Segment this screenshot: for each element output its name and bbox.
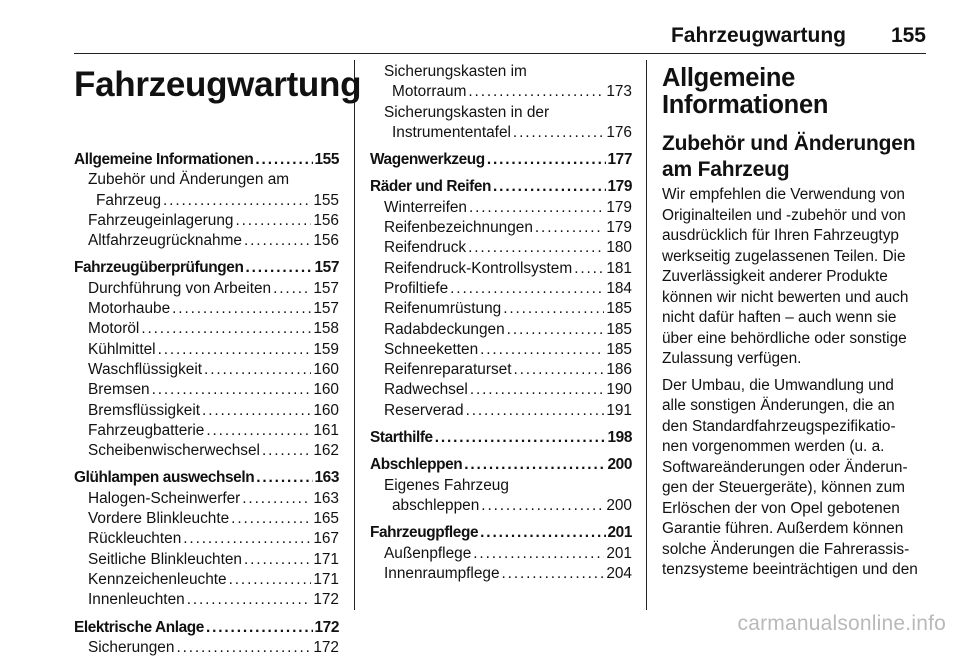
toc-entry-label: Innenraumpflege	[384, 564, 500, 582]
dot-leader	[152, 380, 312, 400]
toc-entry-label: Durchführung von Arbeiten	[88, 279, 272, 297]
toc-entry-page: 161	[313, 421, 339, 439]
toc-chapter-entry[interactable]	[74, 618, 339, 638]
toc-entry-page: 201	[606, 544, 632, 562]
toc-entry-label: Vordere Blinkleuchte	[88, 510, 230, 528]
running-header-title: Fahrzeugwartung	[670, 24, 846, 47]
toc-entry-page: 180	[606, 239, 632, 257]
toc-entry-page: 160	[313, 381, 339, 399]
toc-entry[interactable]	[370, 259, 632, 279]
toc-chapter-entry[interactable]	[370, 150, 632, 170]
toc-entry[interactable]	[370, 62, 632, 103]
dot-leader	[480, 523, 605, 543]
toc-entry-page: 159	[313, 340, 339, 358]
dot-leader	[187, 590, 312, 610]
dot-leader	[204, 360, 311, 380]
toc-entry-label: Fahrzeugbatterie	[88, 421, 205, 439]
toc-entry[interactable]	[74, 211, 339, 231]
toc-entry[interactable]	[74, 380, 339, 400]
toc-entry[interactable]	[370, 544, 632, 564]
toc-entry-label: Sicherungen	[88, 638, 175, 656]
paragraph-line: ausdrücklich für Ihren Fahrzeugtyp	[662, 227, 899, 244]
toc-entry-label: Außenpflege	[384, 544, 472, 562]
toc-entry-label: Waschflüssigkeit	[88, 360, 203, 378]
dot-leader	[206, 618, 313, 638]
toc-entry[interactable]	[74, 441, 339, 461]
toc-entry-page: 200	[606, 496, 632, 514]
toc-entry[interactable]	[370, 299, 632, 319]
header-rule	[74, 53, 926, 54]
toc-chapter-entry[interactable]	[370, 177, 632, 197]
dot-leader	[469, 198, 604, 218]
paragraph-line: über eine behördliche oder sonstige	[662, 329, 907, 347]
toc-entry-page: 173	[606, 83, 632, 101]
toc-entry[interactable]	[74, 401, 339, 421]
subsection-heading	[662, 131, 926, 183]
column-divider	[646, 60, 647, 610]
page-header	[74, 24, 926, 56]
toc-entry[interactable]	[370, 218, 632, 238]
toc-entry-label: Radwechsel	[384, 381, 468, 399]
toc-entry[interactable]	[74, 360, 339, 380]
toc-entry-label: Reifenbezeichnungen	[384, 219, 533, 237]
toc-entry-page: 191	[606, 401, 632, 419]
toc-entry-continuation	[384, 82, 632, 102]
toc-entry-label: Profiltiefe	[384, 279, 449, 297]
dot-leader	[163, 191, 311, 211]
toc-entry[interactable]	[370, 320, 632, 340]
dot-leader	[158, 340, 312, 360]
toc-entry-page: 155	[314, 151, 339, 168]
dot-leader	[450, 279, 604, 299]
toc-entry-label: Instrumententafel	[392, 123, 511, 141]
toc-entry[interactable]	[370, 564, 632, 584]
content-column	[662, 62, 926, 587]
toc-entry-label: Abschleppen	[370, 456, 463, 474]
toc-entry[interactable]	[74, 590, 339, 610]
toc-entry-page: 204	[606, 564, 632, 582]
dot-leader	[273, 279, 311, 299]
dot-leader	[487, 150, 606, 170]
dot-leader	[464, 455, 605, 475]
paragraph-line: Garantie führen. Außerdem können	[662, 520, 904, 537]
watermark: carmanualsonline.info	[737, 612, 946, 635]
toc-entry-label: Reifenreparaturset	[384, 361, 512, 379]
dot-leader	[202, 401, 311, 421]
paragraph-line: Wir empfehlen die Verwendung von	[662, 186, 905, 203]
toc-entry-label: Motoröl	[88, 320, 140, 338]
toc-entry[interactable]	[370, 198, 632, 218]
toc-entry-page: 157	[313, 300, 339, 318]
toc-entry-label: Räder und Reifen	[370, 178, 492, 196]
paragraph-line: Zulassung verfügen.	[662, 350, 802, 367]
dot-leader	[468, 82, 604, 102]
toc-entry-page: 160	[313, 401, 339, 419]
dot-leader	[468, 238, 604, 258]
toc-entry-label: Fahrzeugeinlagerung	[88, 211, 234, 229]
paragraph-line: können wir nicht bewerten und auch	[662, 288, 909, 306]
toc-entry[interactable]	[74, 638, 339, 658]
dot-leader	[245, 258, 312, 278]
paragraph-line: Softwareänderungen oder Änderun-	[662, 458, 908, 476]
toc-entry-label: Glühlampen auswechseln	[74, 469, 255, 487]
toc-entry-page: 201	[607, 524, 632, 542]
toc-entry-label: Motorraum	[392, 83, 467, 101]
paragraph-line: gen der Steuergeräte), können zum	[662, 479, 905, 496]
toc-entry-label: abschleppen	[392, 496, 480, 514]
dot-leader	[244, 550, 311, 570]
toc-column-2	[370, 62, 632, 584]
dot-leader	[503, 299, 604, 319]
toc-entry-page: 157	[314, 259, 339, 277]
toc-entry-label: Sicherungskasten in der	[384, 103, 550, 121]
toc-entry[interactable]	[74, 489, 339, 509]
toc-chapter-entry[interactable]	[74, 258, 339, 278]
dot-leader	[242, 489, 311, 509]
dot-leader	[229, 570, 312, 590]
toc-entry-page: 176	[606, 123, 632, 141]
subsection-heading-line: am Fahrzeug	[662, 158, 790, 181]
toc-entry[interactable]	[74, 509, 339, 529]
toc-entry-label: Motorhaube	[88, 300, 171, 318]
toc-entry-label: Kühlmittel	[88, 340, 156, 358]
toc-entry[interactable]	[370, 401, 632, 421]
toc-entry-page: 185	[606, 300, 632, 318]
dot-leader	[513, 123, 604, 143]
toc-entry-label: Scheibenwischerwechsel	[88, 442, 260, 460]
paragraph-line: den Standardfahrzeugspezifikatio-	[662, 417, 896, 435]
toc-entry[interactable]	[74, 340, 339, 360]
section-heading-line: Allgemeine	[662, 64, 796, 92]
toc-entry-label: Reifendruck	[384, 239, 467, 257]
toc-list	[74, 150, 339, 658]
toc-entry-page: 179	[606, 219, 632, 237]
toc-entry-page: 157	[313, 279, 339, 297]
toc-entry-page: 156	[313, 211, 339, 229]
toc-entry-label: Wagenwerkzeug	[370, 151, 485, 169]
dot-leader	[470, 380, 604, 400]
dot-leader	[507, 320, 605, 340]
chapter-title: Fahrzeugwartung	[74, 65, 362, 104]
dot-leader	[172, 299, 311, 319]
toc-entry[interactable]	[74, 231, 339, 251]
toc-entry-label: Winterreifen	[384, 198, 467, 216]
paragraph-line: nen vorgenommen werden (u. a.	[662, 438, 885, 455]
toc-entry[interactable]	[74, 529, 339, 549]
dot-leader	[244, 231, 311, 251]
dot-leader	[493, 177, 605, 197]
section-heading	[662, 65, 926, 119]
toc-entry[interactable]	[74, 279, 339, 299]
toc-entry-label: Zubehör und Änderungen am	[88, 171, 290, 189]
toc-entry[interactable]	[370, 238, 632, 258]
toc-chapter-entry[interactable]	[370, 455, 632, 475]
toc-entry[interactable]	[74, 299, 339, 319]
toc-entry-label: Fahrzeugpflege	[370, 524, 479, 542]
toc-entry-page: 167	[313, 530, 339, 548]
toc-entry-page: 163	[313, 489, 339, 507]
toc-entry-label: Altfahrzeugrücknahme	[88, 232, 242, 250]
toc-entry-label: Schneeketten	[384, 340, 479, 358]
dot-leader	[435, 428, 606, 448]
toc-entry-label: Innenleuchten	[88, 591, 185, 609]
toc-entry-label: Sicherungskasten im	[384, 63, 527, 80]
toc-entry[interactable]	[370, 279, 632, 299]
toc-entry-page: 177	[607, 151, 632, 169]
toc-entry-page: 198	[607, 429, 632, 447]
toc-entry[interactable]	[74, 421, 339, 441]
toc-entry-label: Reifenumrüstung	[384, 300, 502, 318]
dot-leader	[535, 218, 604, 238]
toc-entry-page: 190	[606, 381, 632, 399]
dot-leader	[574, 259, 604, 279]
toc-entry[interactable]	[74, 570, 339, 590]
toc-entry-page: 179	[606, 198, 632, 216]
paragraph-line: tenzsysteme beeinträchtigen und den	[662, 561, 918, 578]
toc-chapter-entry[interactable]	[370, 428, 632, 448]
dot-leader	[141, 319, 311, 339]
toc-entry-page: 172	[313, 638, 339, 656]
subsection-heading-line: Zubehör und Änderungen	[662, 132, 916, 155]
toc-entry-page: 172	[313, 591, 339, 609]
toc-entry-label: Elektrische Anlage	[74, 618, 204, 636]
toc-entry[interactable]	[74, 170, 339, 211]
toc-entry-label: Reserverad	[384, 401, 464, 419]
toc-entry-page: 184	[606, 279, 632, 297]
toc-entry-label: Fahrzeugüberprüfungen	[74, 259, 244, 277]
toc-entry-page: 158	[313, 320, 339, 338]
toc-entry-page: 200	[607, 456, 632, 474]
dot-leader	[473, 544, 604, 564]
dot-leader	[235, 211, 311, 231]
dot-leader	[183, 529, 311, 549]
dot-leader	[255, 150, 312, 170]
toc-entry-label: Fahrzeug	[96, 191, 162, 209]
dot-leader	[481, 496, 604, 516]
toc-entry-label: Bremsflüssigkeit	[88, 401, 201, 419]
dot-leader	[480, 340, 604, 360]
paragraph-line: Der Umbau, die Umwandlung und	[662, 376, 894, 394]
toc-entry-continuation	[384, 496, 632, 516]
toc-entry-label: Allgemeine Informationen	[74, 151, 254, 168]
toc-entry-page: 186	[606, 361, 632, 379]
paragraph-line: Originalteilen und -zubehör und von	[662, 206, 906, 224]
toc-entry[interactable]	[370, 103, 632, 144]
toc-entry-label: Rückleuchten	[88, 530, 182, 548]
toc-entry-label: Halogen-Scheinwerfer	[88, 489, 241, 507]
dot-leader	[231, 509, 311, 529]
toc-entry-page: 162	[313, 442, 339, 460]
toc-entry[interactable]	[74, 319, 339, 339]
paragraph-line: Zuverlässigkeit anderer Produkte	[662, 268, 888, 285]
toc-entry-label: Starthilfe	[370, 429, 433, 447]
toc-chapter-entry[interactable]	[74, 150, 339, 170]
toc-entry-label: Kennzeichenleuchte	[88, 570, 227, 588]
toc-entry-label: Reifendruck-Kontrollsystem	[384, 259, 573, 277]
toc-entry-continuation	[88, 191, 339, 211]
section-heading-line: Informationen	[662, 91, 829, 119]
toc-entry-page: 171	[313, 570, 339, 588]
toc-entry-label: Eigenes Fahrzeug	[384, 476, 509, 494]
toc-list	[370, 62, 632, 584]
toc-entry-page: 185	[606, 320, 632, 338]
toc-entry-page: 165	[313, 510, 339, 528]
toc-entry[interactable]	[370, 340, 632, 360]
paragraph-line: alle sonstigen Änderungen, die an	[662, 397, 895, 414]
body-paragraph	[662, 185, 926, 370]
paragraph-line: nicht dafür haften – auch wenn sie	[662, 309, 897, 326]
body-paragraph	[662, 376, 926, 581]
dot-leader	[256, 468, 312, 488]
toc-entry[interactable]	[370, 380, 632, 400]
toc-entry-page: 179	[607, 178, 632, 196]
toc-entry-page: 171	[313, 550, 339, 568]
dot-leader	[502, 564, 605, 584]
dot-leader	[262, 441, 311, 461]
toc-entry-page: 160	[313, 360, 339, 378]
dot-leader	[176, 638, 311, 658]
toc-entry-label: Radabdeckungen	[384, 320, 505, 338]
toc-entry-label: Bremsen	[88, 381, 150, 399]
paragraph-line: Erlöschen der von Opel gebotenen	[662, 499, 900, 517]
toc-entry[interactable]	[74, 550, 339, 570]
paragraph-line: solche Änderungen die Fahrerassis-	[662, 540, 910, 558]
column-divider	[354, 60, 355, 610]
toc-chapter-entry[interactable]	[74, 468, 339, 488]
paragraph-line: werkseitig zugelassenen Teilen. Die	[662, 247, 906, 265]
dot-leader	[466, 401, 605, 421]
toc-entry-page: 163	[314, 469, 339, 487]
toc-entry[interactable]	[370, 360, 632, 380]
toc-entry-page: 155	[313, 191, 339, 209]
toc-entry-page: 185	[606, 340, 632, 358]
toc-entry-page: 172	[314, 618, 339, 636]
toc-column-1	[74, 62, 362, 658]
toc-chapter-entry[interactable]	[370, 523, 632, 543]
toc-entry-page: 181	[606, 259, 632, 277]
toc-entry[interactable]	[370, 476, 632, 517]
toc-entry-page: 156	[313, 232, 339, 250]
dot-leader	[206, 421, 311, 441]
toc-entry-label: Seitliche Blinkleuchten	[88, 550, 242, 568]
page-number: 155	[890, 24, 926, 47]
dot-leader	[513, 360, 604, 380]
toc-entry-continuation	[384, 123, 632, 143]
